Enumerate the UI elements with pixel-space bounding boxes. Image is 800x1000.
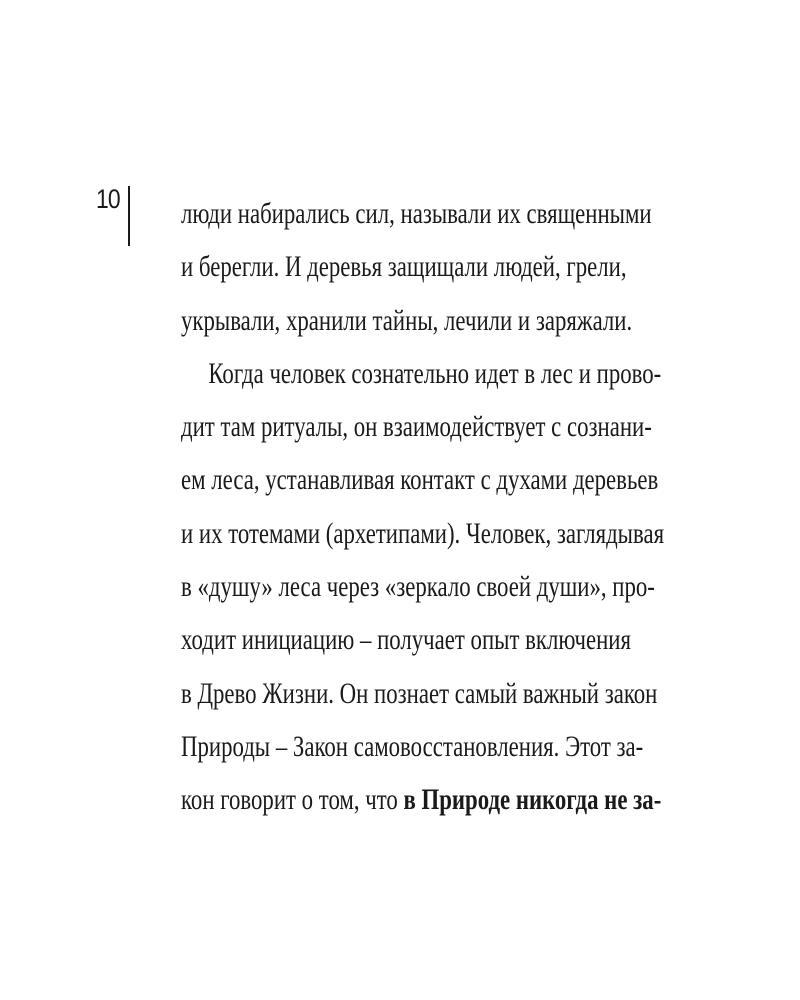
- text-line: и их тотемами (архетипами). Человек, заглядывая: [181, 516, 665, 550]
- text-bold-emphasis: в Природе никогда не за-: [403, 783, 662, 817]
- text-line-paragraph-start: Когда человек сознательно идет в лес и прово-: [208, 356, 662, 390]
- text-line: в Древо Жизни. Он познает самый важный закон: [181, 676, 658, 710]
- text-line: ходит инициацию – получает опыт включения: [181, 623, 632, 657]
- text-line: ем леса, устанавливая контакт с духами деревьев: [181, 463, 659, 497]
- text-line: дит там ритуалы, он взаимодействует с сознани-: [181, 410, 652, 444]
- page-number: 10: [96, 184, 120, 214]
- text-line: в «душу» леса через «зеркало своей души», про-: [181, 570, 655, 604]
- text-line: Природы – Закон самовосстановления. Этот за-: [181, 729, 644, 763]
- text-line-last: [181, 773, 662, 826]
- page-number-rule: [128, 186, 130, 246]
- text-line: люди набирались сил, называли их священными: [181, 197, 652, 230]
- text-line: укрывали, хранили тайны, лечили и заряжали.: [181, 303, 633, 337]
- body-text: [181, 187, 691, 827]
- text-line: и берегли. И деревья защищали людей, грели,: [181, 250, 627, 284]
- text-plain: кон говорит о том, что: [181, 783, 404, 817]
